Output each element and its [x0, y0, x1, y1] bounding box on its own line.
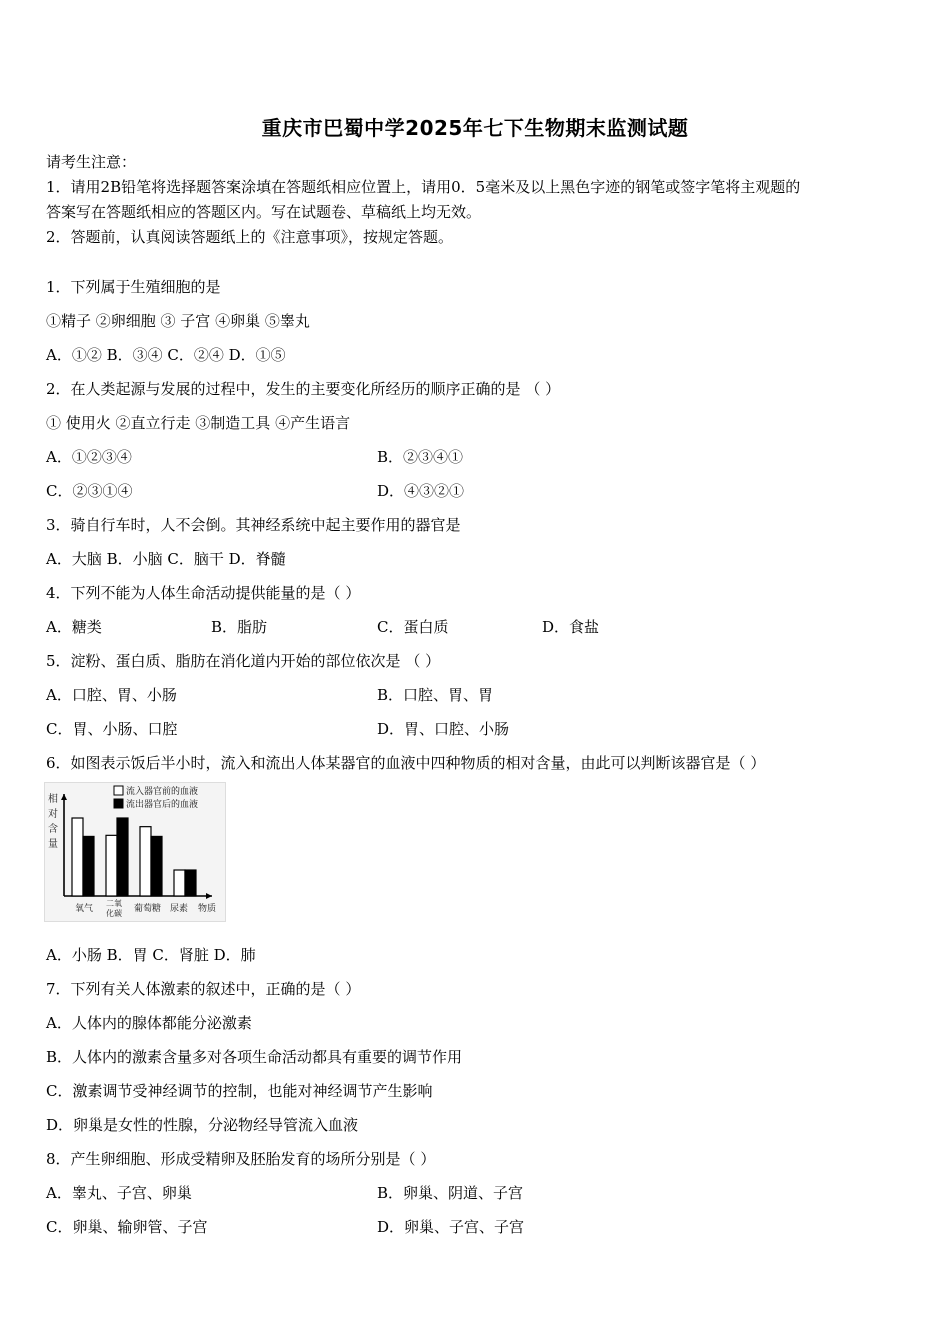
q8-option-b: B．卵巢、阴道、子宫 — [377, 1184, 524, 1202]
x-axis-label: 物质 — [198, 904, 217, 914]
y-axis-label-char: 对 — [48, 809, 58, 820]
q6-stem: 6．如图表示饭后半小时，流入和流出人体某器官的血液中四种物质的相对含量，由此可以判断该器官是（ ） — [46, 754, 766, 772]
q7-option-b: B．人体内的激素含量多对各项生命活动都具有重要的调节作用 — [46, 1048, 463, 1066]
bar-氧气-outflow — [83, 836, 94, 896]
q4-option-b: B．脂肪 — [211, 618, 268, 636]
legend-label-2: 流出器官后的血液 — [126, 800, 199, 810]
legend-swatch-2 — [114, 799, 123, 808]
q2-stem: 2．在人类起源与发展的过程中，发生的主要变化所经历的顺序正确的是 （ ） — [46, 380, 561, 398]
page-title: 重庆市巴蜀中学2025年七下生物期末监测试题 — [261, 116, 689, 140]
q4-option-d: D．食盐 — [542, 618, 600, 636]
q2-option-d: D．④③②① — [377, 482, 465, 500]
y-axis-label-char: 量 — [48, 839, 58, 850]
category-label-2-line-1: 二氧 — [106, 899, 122, 908]
notice-item-1-line-2: 答案写在答题纸相应的答题区内。写在试题卷、草稿纸上均无效。 — [46, 203, 482, 221]
q5-option-b: B．口腔、胃、胃 — [377, 686, 494, 704]
q6-options: A．小肠 B．胃 C．肾脏 D．肺 — [46, 946, 256, 964]
legend-label-1: 流入器官前的血液 — [126, 787, 199, 797]
notice-heading: 请考生注意： — [46, 153, 137, 171]
q5-option-a: A．口腔、胃、小肠 — [46, 686, 177, 704]
y-axis-label-char: 含 — [48, 824, 58, 835]
q4-option-c: C．蛋白质 — [377, 618, 449, 636]
bar-尿素-inflow — [174, 870, 185, 896]
q7-stem: 7．下列有关人体激素的叙述中，正确的是（ ） — [46, 980, 361, 998]
q2-option-b: B．②③④① — [377, 448, 464, 466]
q2-option-a: A．①②③④ — [46, 448, 132, 466]
q1-options: A．①② B．③④ C．②④ D．①⑤ — [46, 346, 286, 364]
q2-items: ① 使用火 ②直立行走 ③制造工具 ④产生语言 — [46, 414, 351, 432]
q5-stem: 5．淀粉、蛋白质、脂肪在消化道内开始的部位依次是 （ ） — [46, 652, 441, 670]
q4-stem: 4．下列不能为人体生命活动提供能量的是（ ） — [46, 584, 361, 602]
bar-氧气-inflow — [72, 818, 83, 896]
legend-swatch-1 — [114, 786, 123, 795]
q8-stem: 8．产生卵细胞、形成受精卵及胚胎发育的场所分别是（ ） — [46, 1150, 436, 1168]
q8-option-c: C．卵巢、输卵管、子宫 — [46, 1218, 208, 1236]
q5-option-c: C．胃、小肠、口腔 — [46, 720, 178, 738]
q7-option-c: C．激素调节受神经调节的控制，也能对神经调节产生影响 — [46, 1082, 433, 1100]
q7-option-d: D．卵巢是女性的性腺，分泌物经导管流入血液 — [46, 1116, 359, 1134]
notice-item-1-line-1: 1．请用2B铅笔将选择题答案涂填在答题纸相应位置上，请用0．5毫米及以上黑色字迹的钢笔或签字笔将主观题的 — [46, 178, 801, 196]
q2-option-c: C．②③①④ — [46, 482, 133, 500]
category-label-1: 氧气 — [75, 904, 94, 914]
y-axis-label-char: 相 — [48, 794, 58, 805]
q3-options: A．大脑 B．小脑 C．脑干 D．脊髓 — [46, 550, 286, 568]
category-label-4: 尿素 — [170, 904, 189, 914]
q3-stem: 3．骑自行车时，人不会倒。其神经系统中起主要作用的器官是 — [46, 516, 461, 534]
bar-葡萄糖-outflow — [151, 836, 162, 896]
category-label-2-line-2: 化碳 — [106, 909, 122, 918]
q8-option-a: A．睾丸、子宫、卵巢 — [46, 1184, 192, 1202]
notice-item-2: 2．答题前，认真阅读答题纸上的《注意事项》，按规定答题。 — [46, 228, 454, 246]
bar-葡萄糖-inflow — [140, 827, 151, 896]
q4-option-a: A．糖类 — [46, 618, 102, 636]
category-label-3: 葡萄糖 — [134, 904, 162, 914]
q5-option-d: D．胃、口腔、小肠 — [377, 720, 510, 738]
q8-option-d: D．卵巢、子宫、子宫 — [377, 1218, 525, 1236]
blood-substance-chart — [44, 782, 226, 922]
q1-items: ①精子 ②卵细胞 ③ 子宫 ④卵巢 ⑤睾丸 — [46, 312, 310, 330]
bar-尿素-outflow — [185, 870, 196, 896]
bar-二氧化碳-outflow — [117, 818, 128, 896]
q7-option-a: A．人体内的腺体都能分泌激素 — [46, 1014, 252, 1032]
chart-svg — [44, 782, 226, 922]
bar-二氧化碳-inflow — [106, 835, 117, 896]
q1-stem: 1．下列属于生殖细胞的是 — [46, 278, 221, 296]
